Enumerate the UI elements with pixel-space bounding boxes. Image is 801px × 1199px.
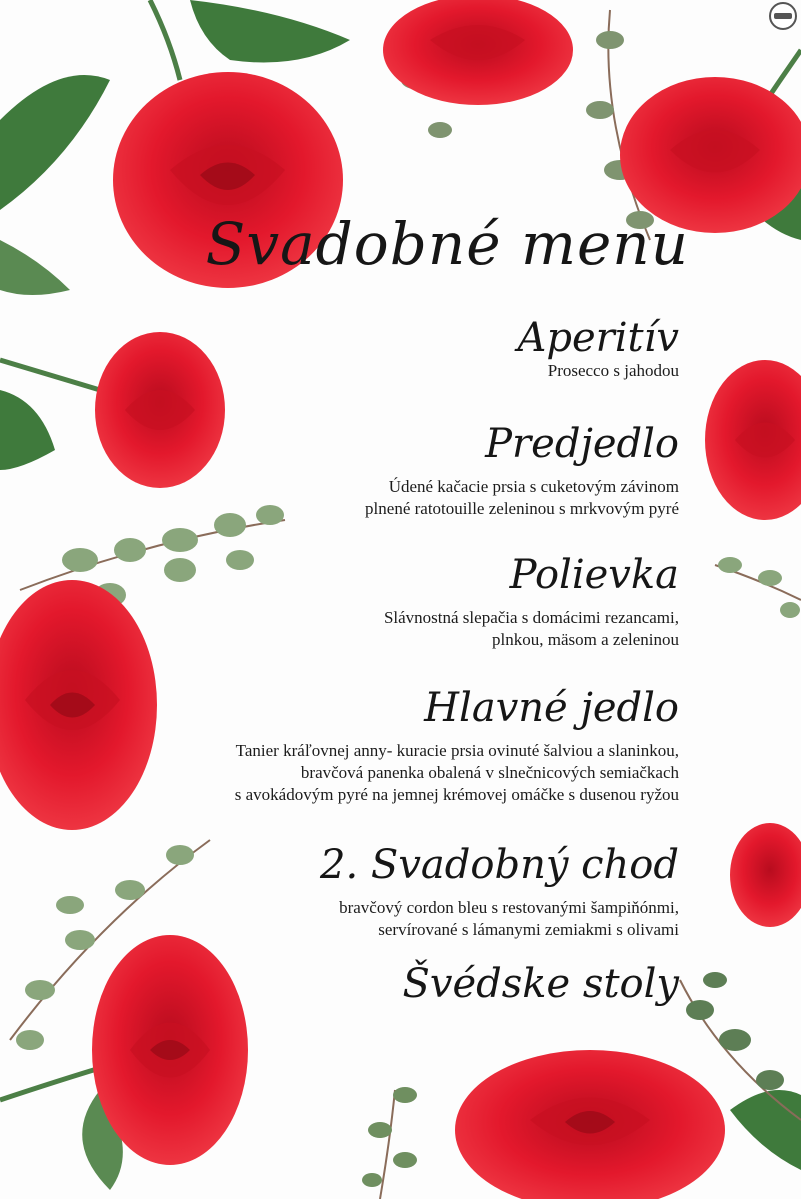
- section-predjedlo: [365, 422, 679, 520]
- description-line: plnené ratotouille zeleninou s mrkvovým pyré: [365, 499, 679, 518]
- description-line: Tanier kráľovnej anny- kuracie prsia ovinuté šalviou a slaninkou,: [235, 741, 679, 760]
- leaf-icon: [0, 240, 70, 295]
- section-description: [320, 897, 679, 941]
- description-line: bravčový cordon bleu s restovanými šampiňónmi,: [339, 898, 679, 917]
- description-line: Prosecco s jahodou: [547, 361, 679, 380]
- rose-icon: [92, 935, 248, 1165]
- eucalyptus-branch-icon: [362, 1087, 417, 1199]
- description-line: Slávnostná slepačia s domácimi rezancami,: [383, 608, 679, 627]
- section-heading: Švédske stoly: [402, 961, 679, 1007]
- description-line: servírované s lámanymi zemiakmi s olivami: [378, 920, 679, 939]
- description-line: s avokádovým pyré na jemnej krémovej omáčke s dusenou ryžou: [234, 785, 679, 804]
- section-polievka: [384, 553, 679, 651]
- rose-icon: [730, 823, 801, 927]
- section-description: [384, 607, 679, 651]
- rose-icon: [95, 332, 225, 488]
- section-hlavne-jedlo: [235, 686, 679, 806]
- menu-title: Svadobné menu: [205, 210, 689, 278]
- section-description: [517, 360, 679, 382]
- section-svedske-stoly: [402, 962, 679, 1006]
- section-description: [365, 476, 679, 520]
- section-heading: Polievka: [509, 552, 679, 598]
- studio-logo-icon: [769, 2, 797, 30]
- leaf-icon: [730, 1090, 801, 1170]
- leaf-icon: [0, 390, 55, 470]
- rose-icon: [455, 1050, 725, 1199]
- description-line: bravčová panenka obalená v slnečnicových semiačkach: [300, 763, 679, 782]
- rose-icon: [705, 360, 801, 520]
- section-heading: 2. Svadobný chod: [320, 842, 679, 888]
- leaf-icon: [0, 75, 110, 210]
- rose-icon: [0, 580, 157, 830]
- description-line: Údené kačacie prsia s cuketovým závinom: [388, 477, 679, 496]
- section-heading: Aperitív: [517, 315, 679, 361]
- leaf-icon: [190, 0, 350, 63]
- section-description: [235, 740, 679, 806]
- section-heading: Hlavné jedlo: [424, 685, 679, 731]
- eucalyptus-branch-icon: [715, 557, 801, 618]
- description-line: plnkou, mäsom a zeleninou: [492, 630, 679, 649]
- section-heading: Predjedlo: [485, 421, 679, 467]
- rose-icon: [383, 0, 573, 105]
- section-svadobny-chod: [320, 843, 679, 941]
- section-aperitiv: [517, 316, 679, 382]
